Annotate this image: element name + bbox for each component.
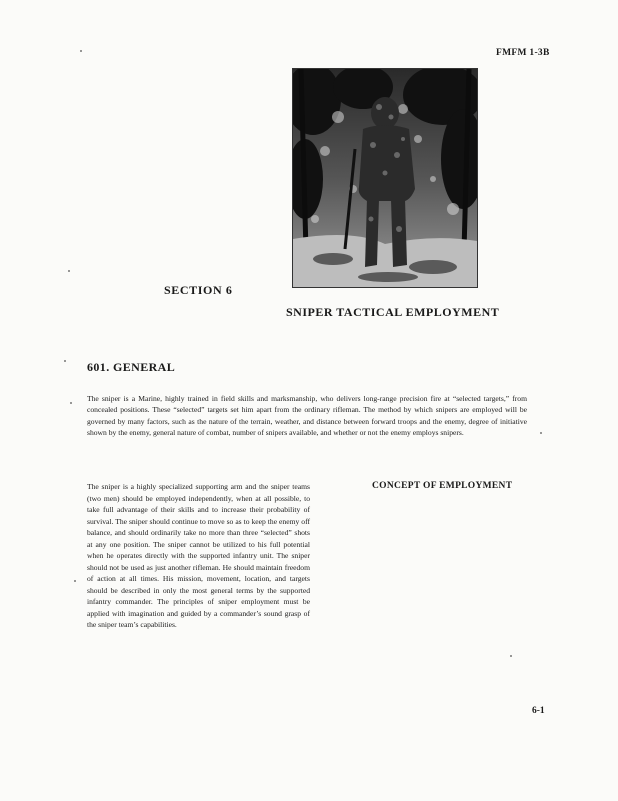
intro-paragraph: The sniper is a Marine, highly trained in field skills and marksmanship, who delivers long-range precision fire at “selected targets,” from concealed positions. These “selected” targets set him apart from the ordinary rifleman. The method by which snipers are employed will be governed by many factors, such as the nature of the terrain, weather, and distance between forward troops and the enemy, degree of initiative shown by the enemy, general nature of combat, number of snipers available, and whether or not the enemy employs snipers.: [87, 394, 527, 438]
scan-speck: [68, 270, 70, 272]
scan-speck: [80, 50, 82, 52]
body-paragraph: The sniper is a highly specialized supporting arm and the sniper teams (two men) should be employed independently, when at all possible, to take full advantage of their skills and to increase their probability of survival. The sniper should continue to move so as to keep the enemy off balance, and should ordinarily take no more than three “selected” shots at any one position. The sniper cannot be utilized to his full potential when he operates directly with the supported infantry unit. The sniper should not be used as just another rifleman. He should maintain freedom of action at all times. His mission, movement, location, and targets should be described in only the most general terms by the supported infantry commander. The principles of sniper employment must be applied with imagination and guided by a commander’s sound grasp of the sniper team’s capabilities.: [87, 482, 310, 629]
section-label: SECTION 6: [164, 283, 233, 297]
scan-speck: [74, 580, 76, 582]
scan-speck: [64, 360, 66, 362]
document-code: FMFM 1-3B: [496, 48, 550, 58]
paragraph-heading: 601. GENERAL: [87, 360, 176, 374]
concept-subheading: CONCEPT OF EMPLOYMENT: [372, 481, 513, 491]
section-title: SNIPER TACTICAL EMPLOYMENT: [286, 305, 500, 319]
page-number: 6-1: [532, 706, 545, 716]
scan-speck: [70, 402, 72, 404]
sniper-ghillie-suit-photo: [292, 68, 478, 288]
scan-speck: [510, 655, 512, 657]
scan-speck: [540, 432, 542, 434]
